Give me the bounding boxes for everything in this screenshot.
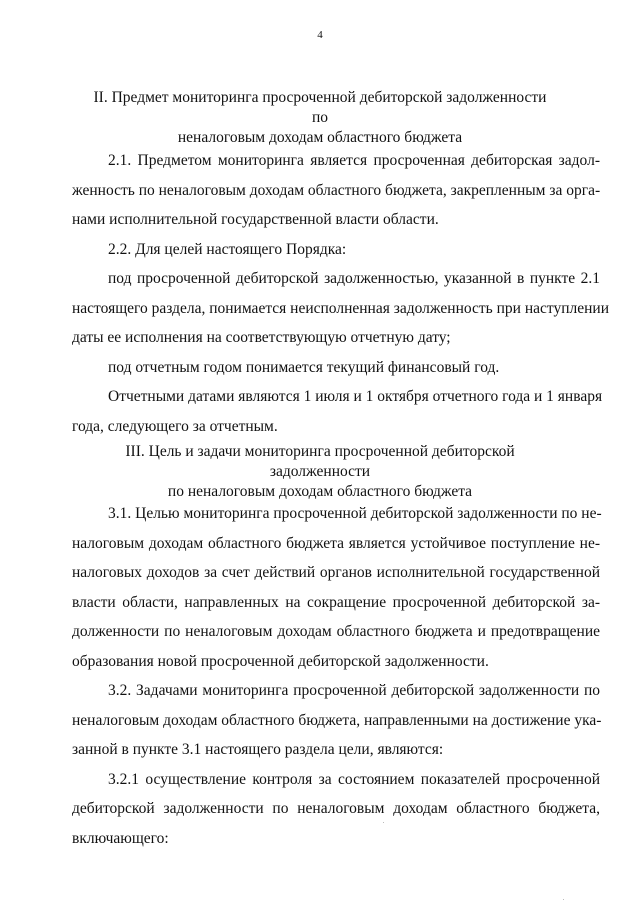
scan-speck (383, 822, 384, 823)
text-line: неналоговым доходам областного бюджета, направленными на достижение ука- (72, 711, 602, 729)
text-line: нами исполнительной государственной власти области. (72, 211, 439, 228)
text-line: 3.2. Задачами мониторинга просроченной дебиторской задолженности по (108, 682, 600, 699)
section-2-heading-line-2: неналоговым доходам областного бюджета (177, 129, 463, 146)
section-3-heading-line-1: III. Цель и задачи мониторинга просроченной дебиторской задолженности (125, 443, 515, 480)
text-line: 3.1. Целью мониторинга просроченной дебиторской задолженности по не- (108, 505, 602, 522)
text-line: Отчетными датами являются 1 июля и 1 октября отчетного года и 1 января (108, 388, 603, 405)
text-line: под отчетным годом понимается текущий финансовый год. (108, 358, 500, 376)
page-number: 4 (317, 29, 323, 41)
section-2-body (72, 146, 609, 441)
text-line: женность по неналоговым доходам областного бюджета, закрепленным за орга- (72, 181, 601, 199)
text-line: включающего: (72, 829, 169, 847)
text-line: дебиторской задолженности по неналоговым доходам областного бюджета, (72, 800, 600, 817)
scan-speck (563, 899, 564, 900)
text-line: налоговых доходов за счет действий органов исполнительной государственной (72, 564, 600, 581)
section-3-heading (85, 442, 555, 502)
text-line: занной в пункте 3.1 настоящего раздела цели, являются: (72, 741, 444, 758)
text-line: 3.2.1 осуществление контроля за состоянием показателей просроченной (108, 770, 600, 788)
text-line: образования новой просроченной дебиторской задолженности. (72, 652, 489, 670)
text-line: даты ее исполнения на соответствующую отчетную дату; (72, 329, 451, 346)
text-line: 2.2. Для целей настоящего Порядка: (108, 240, 347, 258)
text-line: налоговым доходам областного бюджета является устойчивое поступление не- (72, 534, 600, 552)
text-line: настоящего раздела, понимается неисполненная задолженность при наступлении (72, 299, 609, 317)
section-2-heading-line-1: II. Предмет мониторинга просроченной дебиторской задолженности по (93, 89, 547, 126)
section-3-body (72, 499, 600, 853)
text-line: власти области, направленных на сокращение просроченной дебиторской за- (72, 593, 600, 611)
text-line: долженности по неналоговым доходам областного бюджета и предотвращение (72, 623, 600, 640)
section-3-heading-line-2: по неналоговым доходам областного бюджета (167, 483, 473, 500)
text-line: под просроченной дебиторской задолженностью, указанной в пункте 2.1 (108, 270, 600, 287)
section-2-heading (85, 88, 555, 148)
text-line: 2.1. Предметом мониторинга является просроченная дебиторская задол- (108, 152, 600, 169)
text-line: года, следующего за отчетным. (72, 417, 278, 435)
